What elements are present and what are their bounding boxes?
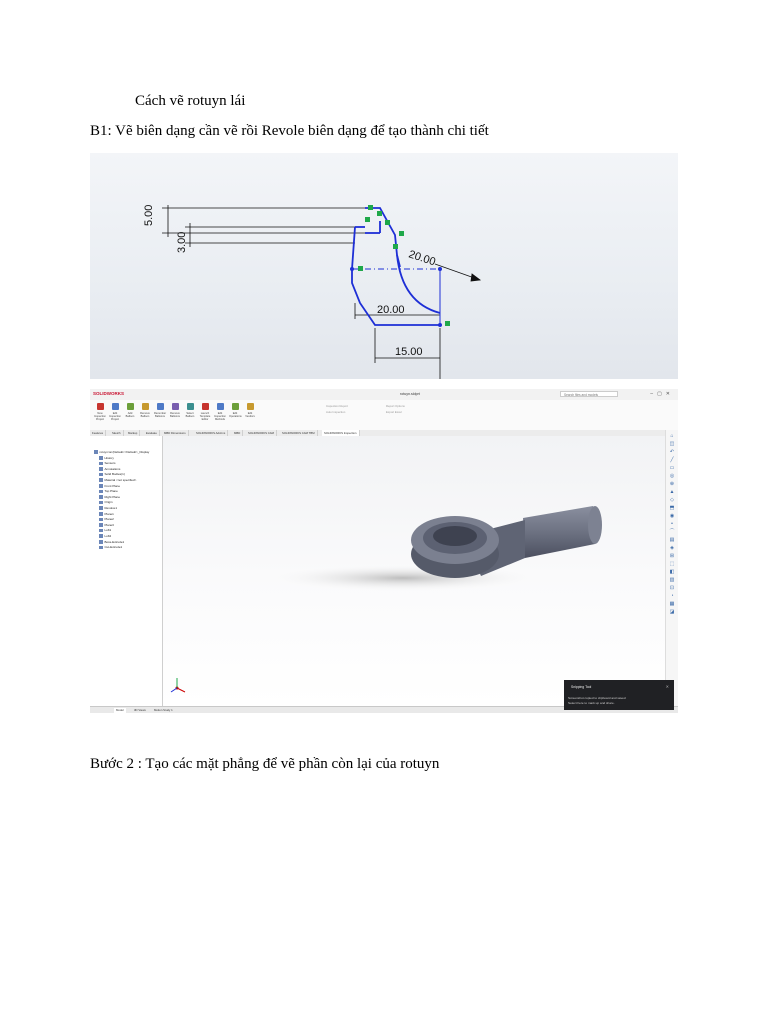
sw-logo: SOLIDWORKS [93, 391, 124, 396]
feature-tree-label: rotuyn lai (Default<<Default>_Display [99, 450, 150, 454]
task-pane-tool-icon[interactable]: ◫ [669, 441, 675, 447]
toast-message: Screenshot copied to clipboard and saved [568, 696, 626, 700]
feature-tree-item[interactable] [99, 461, 116, 466]
command-tab[interactable]: MBD [232, 430, 243, 436]
feature-tree-label: Plane3 [104, 522, 114, 527]
feature-tree-item[interactable] [94, 450, 149, 455]
feature-tree-item[interactable] [99, 506, 117, 511]
ribbon-button-label: Select Balloon [185, 412, 195, 418]
feature-icon [99, 456, 103, 460]
feature-tree-label: Loft2 [104, 534, 112, 538]
ribbon-button-label: Launch Template Editor [199, 412, 211, 421]
ribbon-button-label: New Inspection Project [94, 412, 106, 421]
feature-tree-label: Boss-Extrude1 [104, 539, 125, 544]
ribbon-button-icon [127, 403, 134, 410]
command-tab[interactable]: Features [90, 430, 106, 436]
feature-icon [99, 495, 103, 499]
feature-icon [99, 546, 103, 550]
ribbon-button-icon [97, 403, 104, 410]
ribbon-side-item[interactable]: Inspection Report [326, 404, 348, 408]
task-pane-toolbar [665, 430, 678, 706]
feature-icon [99, 490, 103, 494]
ribbon-button-icon [142, 403, 149, 410]
command-tab[interactable]: SOLIDWORKS CAM TBM [280, 430, 318, 436]
feature-tree-label: Right Plane [104, 494, 121, 499]
task-pane-tool-icon[interactable]: ▭ [669, 465, 675, 471]
sw-document-title: rotuyn.sldprt [400, 392, 420, 396]
task-pane-tool-icon[interactable]: ▤ [669, 537, 675, 543]
ribbon-button-label: Edit Vendors [245, 412, 255, 418]
window-controls[interactable]: –▢✕ [650, 391, 674, 397]
ribbon-button-icon [232, 403, 239, 410]
task-pane-tool-icon[interactable]: ◇ [670, 497, 674, 503]
toast-title: Snipping Tool [571, 685, 592, 689]
feature-tree-label: Front Plane [104, 483, 121, 488]
dim-20: 20.00 [377, 304, 405, 316]
feature-tree-item[interactable] [99, 478, 136, 483]
ribbon-button-label: Edit Inspection Project [109, 412, 121, 421]
feature-tree-item[interactable] [99, 528, 111, 533]
command-tab[interactable]: Markup [126, 430, 140, 436]
feature-tree-label: Top Plane [104, 489, 118, 494]
toast-action[interactable]: Select here to mark up and share. [568, 700, 615, 705]
ribbon-button-icon [247, 403, 254, 410]
step-1-text: B1: Vẽ biên dạng cần vẽ rồi Revole biên dạng để tạo thành chi tiết [90, 123, 489, 139]
ribbon-button[interactable] [229, 403, 241, 427]
feature-icon [99, 473, 103, 477]
feature-tree-label: Material <not specified> [104, 478, 137, 482]
bottom-tab[interactable]: 3D Views [134, 708, 146, 712]
task-pane-tool-icon[interactable]: ◪ [669, 609, 675, 615]
ribbon-button-icon [172, 403, 179, 410]
feature-tree-item[interactable] [99, 512, 114, 517]
dim-radius-20: 20.00 [407, 248, 437, 269]
command-tab[interactable]: SOLIDWORKS CAM [246, 430, 277, 436]
feature-icon [99, 540, 103, 544]
ribbon-button-label: Remove Balloons [170, 412, 180, 418]
feature-tree-item[interactable] [99, 540, 124, 545]
bottom-tab[interactable]: Model [116, 708, 124, 712]
sw-search-input[interactable]: Search files and models [560, 391, 618, 397]
sketch-image [90, 153, 678, 379]
ribbon-button[interactable] [139, 403, 151, 427]
command-tab[interactable]: SOLIDWORKS Add-Ins [194, 430, 228, 436]
task-pane-tool-icon[interactable]: ◉ [669, 513, 675, 519]
command-tab[interactable]: SOLIDWORKS Inspection [322, 430, 360, 436]
ribbon-button-label: Edit Operations [229, 412, 242, 418]
feature-tree-label: Plane2 [104, 517, 114, 522]
close-icon[interactable]: ✕ [665, 684, 669, 689]
task-pane-tool-icon[interactable]: ↶ [669, 449, 675, 455]
feature-tree-label: History [104, 455, 114, 460]
ribbon-side-item[interactable]: Export Excel [386, 410, 402, 414]
dim-5: 5.00 [143, 204, 155, 226]
ribbon-button-icon [187, 403, 194, 410]
ribbon-side-item[interactable]: Report Options [386, 404, 405, 408]
dim-3: 3.00 [176, 231, 188, 253]
feature-tree-label: Origin [104, 500, 113, 505]
feature-tree-label: Plane1 [104, 511, 114, 516]
task-pane-tool-icon[interactable]: ⊕ [669, 481, 675, 487]
ribbon-button[interactable] [199, 403, 211, 427]
task-pane-tool-icon[interactable]: • [671, 521, 673, 527]
feature-tree-label: Solid Bodies(1) [104, 472, 125, 477]
sw-ribbon [90, 400, 678, 431]
task-pane-tool-icon[interactable]: ⌒ [669, 529, 675, 535]
ribbon-button[interactable] [94, 403, 106, 427]
feature-icon [99, 506, 103, 510]
ribbon-button[interactable] [184, 403, 196, 427]
snipping-tool-notification[interactable] [564, 680, 674, 710]
feature-icon [99, 523, 103, 527]
command-tab[interactable]: Evaluate [144, 430, 160, 436]
sketch-drawing [90, 153, 678, 379]
ribbon-button-label: Renumber Balloons [154, 412, 167, 418]
ribbon-button-icon [157, 403, 164, 410]
task-pane-tool-icon[interactable]: ◔ [670, 593, 674, 599]
task-pane-tool-icon[interactable]: ▦ [669, 601, 675, 607]
ribbon-button-icon [202, 403, 209, 410]
task-pane-tool-icon[interactable]: ◈ [670, 545, 674, 551]
ribbon-button-icon [112, 403, 119, 410]
task-pane-tool-icon[interactable]: ⌂ [670, 433, 674, 439]
feature-tree-item[interactable] [99, 484, 120, 489]
document-title: Cách vẽ rotuyn lái [135, 93, 246, 109]
feature-icon [99, 467, 103, 471]
bottom-tab[interactable]: Motion Study 1 [154, 708, 173, 712]
ribbon-button[interactable] [169, 403, 181, 427]
command-tab[interactable]: MBD Dimensions [162, 430, 189, 436]
feature-tree-item[interactable] [99, 495, 120, 500]
ribbon-button[interactable] [154, 403, 166, 427]
feature-icon [99, 534, 103, 538]
task-pane-tool-icon[interactable]: ⬚ [669, 561, 675, 567]
ribbon-button[interactable] [109, 403, 121, 427]
feature-tree-item[interactable] [99, 545, 122, 550]
feature-tree-label: Loft1 [104, 528, 112, 533]
ribbon-side-item[interactable]: Auto Inspection [326, 410, 346, 414]
task-pane-tool-icon[interactable]: ◧ [669, 569, 675, 575]
feature-icon [99, 518, 103, 522]
ribbon-button[interactable] [244, 403, 256, 427]
task-pane-tool-icon[interactable]: ⊡ [669, 585, 675, 591]
graphics-viewport[interactable] [163, 436, 665, 706]
feature-tree-item[interactable] [99, 456, 114, 461]
task-pane-tool-icon[interactable]: ╱ [670, 457, 674, 463]
dim-15: 15.00 [395, 346, 423, 358]
feature-tree-item[interactable] [99, 534, 111, 539]
feature-tree-label: Annotations [104, 466, 121, 471]
task-pane-tool-icon[interactable]: ◎ [669, 473, 675, 479]
dimension-lines [162, 205, 480, 379]
feature-tree-label: Revolve1 [104, 506, 118, 510]
feature-tree-item[interactable] [99, 523, 114, 528]
feature-tree-item[interactable] [99, 467, 120, 472]
task-pane-tool-icon[interactable]: ⬒ [669, 505, 675, 511]
solidworks-screenshot [90, 389, 678, 713]
feature-icon [99, 462, 103, 466]
task-pane-tool-icon[interactable]: ▥ [669, 577, 675, 583]
feature-tree-label: Cut-Extrude1 [104, 545, 123, 550]
ribbon-button[interactable] [214, 403, 226, 427]
feature-tree-item[interactable] [99, 517, 114, 522]
ribbon-button-icon [217, 403, 224, 410]
ribbon-button-label: Edit Inspection Methods [214, 412, 226, 421]
feature-tree-item[interactable] [99, 500, 113, 505]
feature-icon [94, 450, 98, 454]
feature-tree [90, 436, 163, 706]
step-2-text: Bước 2 : Tạo các mặt phẳng để vẽ phần còn lại của rotuyn [90, 756, 440, 772]
command-tab[interactable]: Sketch [110, 430, 124, 436]
part-model [163, 436, 665, 706]
feature-icon [99, 478, 103, 482]
ribbon-button-label: Remove Balloon [140, 412, 150, 418]
ribbon-button-label: Add Balloon [125, 412, 135, 418]
feature-icon [99, 529, 103, 533]
feature-tree-item[interactable] [99, 472, 125, 477]
feature-icon [99, 484, 103, 488]
feature-icon [99, 512, 103, 516]
task-pane-tool-icon[interactable]: ▲ [669, 489, 675, 495]
feature-icon [99, 501, 103, 505]
feature-tree-item[interactable] [99, 489, 118, 494]
feature-tree-label: Sensors [104, 461, 116, 466]
ribbon-button[interactable] [124, 403, 136, 427]
task-pane-tool-icon[interactable]: ⊞ [669, 553, 675, 559]
